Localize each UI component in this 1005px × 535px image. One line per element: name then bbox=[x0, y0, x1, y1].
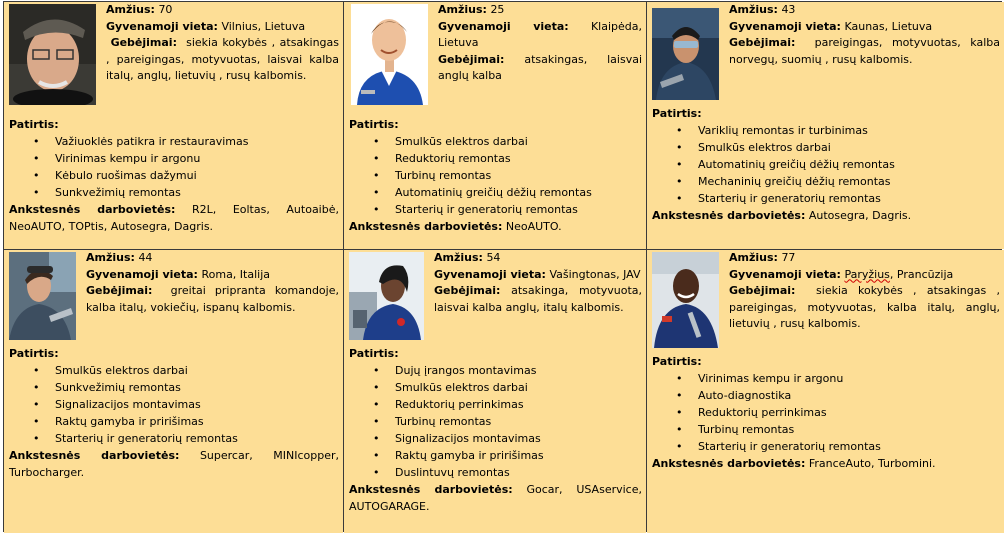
profile-info-2 bbox=[438, 2, 642, 85]
experience-item: • Raktų gamyba ir pririšimas bbox=[33, 413, 339, 430]
experience-item: • Automatinių greičių dėžių remontas bbox=[373, 184, 642, 201]
experience-item: • Dujų įrangos montavimas bbox=[373, 362, 642, 379]
experience-item: • Starterių ir generatorių remontas bbox=[676, 190, 1000, 207]
age-value: 44 bbox=[138, 251, 153, 264]
residence-label: Gyvenamoji vieta: bbox=[106, 19, 218, 33]
experience-item: • Reduktorių perrinkimas bbox=[676, 404, 1000, 421]
experience-label: Patirtis: bbox=[349, 347, 399, 360]
experience-item: • Smulkūs elektros darbai bbox=[676, 139, 1000, 156]
profile-card-4 bbox=[4, 250, 343, 533]
profile-photo-6 bbox=[652, 252, 719, 348]
experience-item: • Virinimas kempu ir argonu bbox=[33, 150, 339, 167]
skills-value: pareigingas, motyvuotas, kalba norvegų, suomių , rusų kalbomis. bbox=[729, 36, 1000, 66]
experience-item: • Starterių ir generatorių remontas bbox=[373, 201, 642, 218]
age-label: Amžius: bbox=[106, 3, 155, 16]
residence-country: , Prancūzija bbox=[889, 267, 954, 281]
profile-photo-5 bbox=[349, 252, 424, 340]
experience-label: Patirtis: bbox=[349, 118, 399, 131]
employers bbox=[9, 447, 339, 481]
experience-item: • Smulkūs elektros darbai bbox=[373, 379, 642, 396]
residence-label: Gyvenamoji vieta: bbox=[86, 267, 198, 281]
experience-label: Patirtis: bbox=[652, 355, 702, 368]
profile-card-2 bbox=[344, 2, 646, 249]
employers-label: Ankstesnės darbovietės: bbox=[349, 483, 513, 496]
profile-info-5 bbox=[434, 250, 642, 316]
employers-value: Autosegra, Dagris. bbox=[808, 209, 912, 222]
experience-item: • Važiuoklės patikra ir restauravimas bbox=[33, 133, 339, 150]
profile-photo-3 bbox=[652, 8, 719, 100]
employers-value: R2L, Eoltas, Autoaibė, NeoAUTO, TOPtis, Autosegra, Dagris. bbox=[9, 203, 339, 233]
residence-value: Kaunas, Lietuva bbox=[844, 19, 933, 33]
experience-list bbox=[349, 362, 642, 481]
skills-value: siekia kokybės , atsakingas , pareigingas, motyvuotas, laisvai kalba italų, anglų, lietuvių , rusų kalbomis. bbox=[106, 36, 340, 82]
residence-label: Gyvenamoji vieta: bbox=[438, 19, 569, 33]
residence-value: Roma, Italija bbox=[201, 267, 271, 281]
age-label: Amžius: bbox=[86, 251, 135, 264]
skills-label: Gebėjimai: bbox=[438, 52, 505, 66]
age-value: 43 bbox=[781, 3, 796, 16]
employers-value: NeoAUTO. bbox=[505, 220, 562, 233]
profile-card-3 bbox=[647, 2, 1004, 249]
age-label: Amžius: bbox=[434, 251, 483, 264]
experience-item: • Reduktorių perrinkimas bbox=[373, 396, 642, 413]
experience-item: • Automatinių greičių dėžių remontas bbox=[676, 156, 1000, 173]
employers-value: Supercar, MINIcopper, Turbocharger. bbox=[9, 449, 339, 479]
experience-item: • Smulkūs elektros darbai bbox=[373, 133, 642, 150]
experience-list bbox=[349, 133, 642, 218]
skills-value: atsakinga, motyvuota, laisvai kalba anglų, italų kalbomis. bbox=[434, 284, 642, 314]
experience-item: • Auto-diagnostika bbox=[676, 387, 1000, 404]
residence-value: Vašingtonas, JAV bbox=[549, 267, 641, 281]
residence-label: Gyvenamoji vieta: bbox=[729, 19, 841, 33]
experience-list bbox=[652, 122, 1000, 207]
employers bbox=[349, 481, 642, 515]
experience-label: Patirtis: bbox=[9, 118, 59, 131]
skills-label: Gebėjimai: bbox=[434, 284, 501, 297]
experience-item: • Signalizacijos montavimas bbox=[373, 430, 642, 447]
experience-item: • Sunkvežimių remontas bbox=[33, 184, 339, 201]
experience-item: • Kėbulo ruošimas dažymui bbox=[33, 167, 339, 184]
experience-list bbox=[9, 362, 339, 447]
profile-card-5 bbox=[344, 250, 646, 533]
employers-label: Ankstesnės darbovietės: bbox=[9, 449, 180, 462]
experience-item: • Raktų gamyba ir pririšimas bbox=[373, 447, 642, 464]
profile-card-1 bbox=[4, 2, 343, 249]
profile-info-1 bbox=[106, 2, 339, 85]
employers-label: Ankstesnės darbovietės: bbox=[652, 209, 806, 222]
skills-label: Gebėjimai: bbox=[86, 284, 153, 297]
employers-label: Ankstesnės darbovietės: bbox=[9, 203, 176, 216]
profile-info-6 bbox=[729, 250, 1000, 333]
residence-label: Gyvenamoji vieta: bbox=[729, 267, 841, 281]
experience-item: • Turbinų remontas bbox=[373, 167, 642, 184]
residence-value: Vilnius, Lietuva bbox=[221, 19, 306, 33]
age-label: Amžius: bbox=[438, 3, 487, 16]
skills-label: Gebėjimai: bbox=[729, 284, 796, 297]
profiles-grid bbox=[3, 1, 1002, 532]
experience-item: • Variklių remontas ir turbinimas bbox=[676, 122, 1000, 139]
age-label: Amžius: bbox=[729, 3, 778, 16]
experience-list bbox=[652, 370, 1000, 455]
experience-item: • Duslintuvų remontas bbox=[373, 464, 642, 481]
experience-item: • Starterių ir generatorių remontas bbox=[33, 430, 339, 447]
skills-value: greitai pripranta komandoje, kalba italų, vokiečių, ispanų kalbomis. bbox=[86, 284, 339, 314]
age-value: 77 bbox=[781, 251, 796, 264]
employers bbox=[349, 218, 642, 235]
experience-item: • Reduktorių remontas bbox=[373, 150, 642, 167]
experience-label: Patirtis: bbox=[652, 107, 702, 120]
profile-photo-4 bbox=[9, 252, 76, 340]
age-value: 54 bbox=[486, 251, 501, 264]
experience-list bbox=[9, 133, 339, 201]
experience-item: • Turbinų remontas bbox=[373, 413, 642, 430]
experience-item: • Smulkūs elektros darbai bbox=[33, 362, 339, 379]
age-label: Amžius: bbox=[729, 251, 778, 264]
residence-city: Paryžius bbox=[844, 267, 890, 281]
experience-item: • Mechaninių greičių dėžių remontas bbox=[676, 173, 1000, 190]
profile-info-4 bbox=[86, 250, 339, 316]
skills-value: atsakingas, laisvai anglų kalba bbox=[438, 52, 642, 82]
skills-label: Gebėjimai: bbox=[729, 36, 796, 49]
experience-label: Patirtis: bbox=[9, 347, 59, 360]
profile-photo-2 bbox=[351, 4, 428, 105]
experience-item: • Starterių ir generatorių remontas bbox=[676, 438, 1000, 455]
experience-item: • Signalizacijos montavimas bbox=[33, 396, 339, 413]
profile-info-3 bbox=[729, 2, 1000, 68]
employers-label: Ankstesnės darbovietės: bbox=[652, 457, 806, 470]
employers-label: Ankstesnės darbovietės: bbox=[349, 220, 503, 233]
residence-label: Gyvenamoji vieta: bbox=[434, 267, 546, 281]
profile-card-6 bbox=[647, 250, 1004, 533]
employers-value: FranceAuto, Turbomini. bbox=[808, 457, 936, 470]
experience-item: • Turbinų remontas bbox=[676, 421, 1000, 438]
skills-label: Gebėjimai: bbox=[110, 36, 177, 49]
experience-item: • Sunkvežimių remontas bbox=[33, 379, 339, 396]
skills-value: siekia kokybės , atsakingas , pareigingas, motyvuotas, kalba italų, anglų, lietuvių , rusų kalbomis. bbox=[729, 284, 1000, 330]
age-value: 70 bbox=[158, 3, 173, 16]
profile-photo-1 bbox=[9, 4, 96, 105]
employers bbox=[9, 201, 339, 235]
age-value: 25 bbox=[490, 3, 505, 16]
employers-value: Gocar, USAservice, AUTOGARAGE. bbox=[349, 483, 642, 513]
experience-item: • Virinimas kempu ir argonu bbox=[676, 370, 1000, 387]
employers bbox=[652, 207, 1000, 224]
residence-value: Klaipėda, Lietuva bbox=[438, 19, 642, 49]
employers bbox=[652, 455, 1000, 472]
